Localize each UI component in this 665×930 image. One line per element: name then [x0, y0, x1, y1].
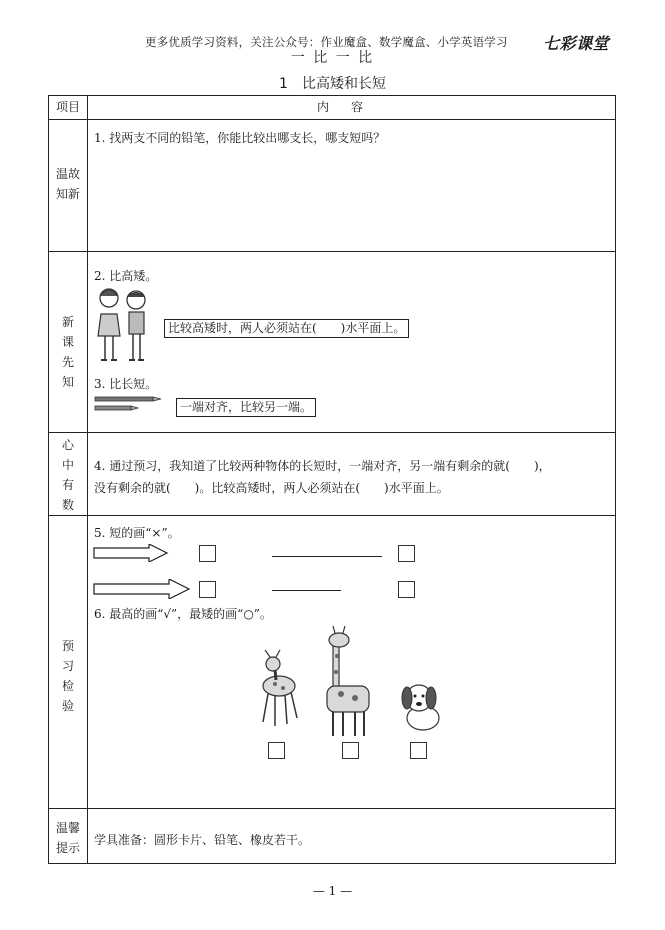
question-1: 1. 找两支不同的铅笔，你能比较出哪支长，哪支短吗？: [94, 131, 386, 145]
fill-in-box-length: 一端对齐，比较另一端。: [176, 398, 316, 417]
tips-text: 学具准备：圆形卡片、铅笔、橡皮若干。: [94, 833, 311, 847]
question-4-line-1: 4. 通过预习，我知道了比较两种物体的长短时，一端对齐，另一端有剩余的就( )，: [94, 459, 551, 473]
row-divider: [49, 251, 615, 252]
long-arrow: [93, 579, 193, 599]
answer-box-dog[interactable]: [410, 742, 427, 759]
row-divider: [49, 432, 615, 433]
question-3: 3. 比长短。: [94, 377, 158, 391]
header-content: 内容: [316, 100, 385, 114]
lesson-table: [48, 95, 616, 864]
children-illustration: [93, 284, 153, 368]
fill-in-box-height: 比较高矮时，两人必须站在( )水平面上。: [164, 319, 409, 338]
column-divider: [87, 96, 88, 863]
lesson-title: 1 比高矮和长短: [279, 76, 386, 92]
header-item: 项目: [55, 100, 80, 114]
label-check: 预习检验: [61, 639, 74, 713]
question-6: 6. 最高的画“√”，最矮的画“○”。: [94, 607, 272, 621]
brand-logo: 七彩课堂: [543, 34, 610, 53]
row-divider: [49, 119, 615, 120]
label-heart: 心中有数: [61, 438, 74, 512]
header-note: 更多优质学习资料，关注公众号：作业魔盒、数学魔盒、小学英语学习: [145, 35, 508, 49]
question-2: 2. 比高矮。: [94, 269, 158, 283]
boy-figure: [127, 291, 145, 360]
question-5: 5. 短的画“×”。: [94, 526, 180, 540]
pencils-illustration: [93, 394, 163, 416]
answer-box-deer[interactable]: [268, 742, 285, 759]
answer-box-short-line[interactable]: [398, 581, 415, 598]
short-line: [272, 590, 341, 591]
row-divider: [49, 808, 615, 809]
page-number: — 1 —: [312, 884, 353, 898]
answer-box-short-arrow[interactable]: [199, 545, 216, 562]
question-4-line-2: 没有剩余的就( )。比较高矮时，两人必须站在( )水平面上。: [94, 481, 449, 495]
label-review: 温故知新: [55, 167, 80, 201]
answer-box-long-arrow[interactable]: [199, 581, 216, 598]
unit-title: 一 比 一 比: [290, 50, 375, 66]
girl-figure: [98, 289, 120, 360]
animals-illustration: [251, 626, 455, 741]
long-pencil: [95, 397, 161, 401]
label-preview: 新课先知: [61, 315, 74, 389]
short-arrow: [93, 544, 171, 562]
dog-figure: [402, 685, 439, 730]
label-tips: 温馨提示: [55, 821, 80, 855]
answer-box-long-line[interactable]: [398, 545, 415, 562]
short-pencil: [95, 406, 138, 410]
giraffe-figure: [327, 626, 369, 736]
long-line: [272, 556, 382, 557]
answer-box-giraffe[interactable]: [342, 742, 359, 759]
deer-figure: [263, 650, 297, 726]
row-divider: [49, 515, 615, 516]
